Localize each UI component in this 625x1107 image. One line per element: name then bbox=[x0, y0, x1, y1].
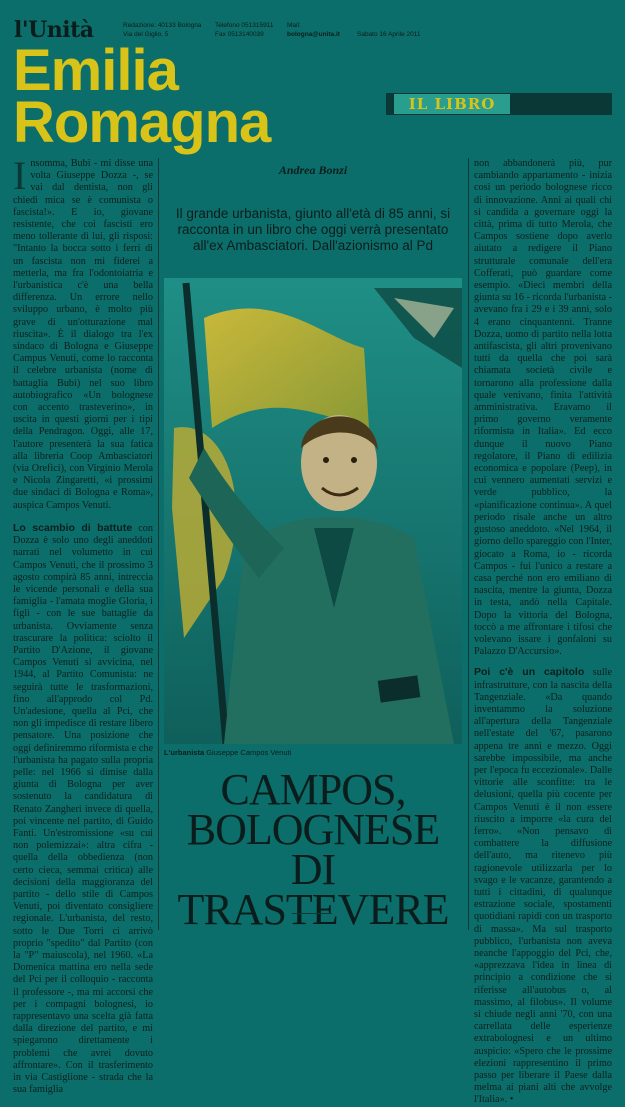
newspaper-logo: l'Unità bbox=[14, 17, 94, 43]
article-paragraph-4 bbox=[474, 666, 612, 1106]
region-title-line1: Emilia bbox=[13, 38, 178, 103]
masthead-mail-label: Mail: bbox=[287, 22, 301, 29]
end-mark: • bbox=[509, 1094, 514, 1106]
caption-text: Giuseppe Campos Venuti bbox=[206, 748, 292, 757]
run-in-heading-2: Poi c'è un capitolo bbox=[474, 666, 585, 679]
article-paragraph-4-text: sulle infrastrutture, con la nascita della Tangenziale. «Da quando inventammo la soluzione all'apertura della Tangenziale nell'estate del '67, pasarono appena tre anni e mezzo. Oggi sarebbe impossibile, ma anche per l'epoca fu eccezionale». Dalle vittorie alle sconfitte: tra le delusioni, quella più cocente per Campos Venuti è il non essere riuscito a imporre «la cura del ferro». «Non pensavo di combattere la diffusione dell'auto, ma ritenevo più ragionevole utilizzarla per lo svago e le vacanze, garantendo a tutti i cittadini, di qualunque estrazione sociale, spostamenti quotidiani rapidi con un trasporto di massa». Ma sul trasporto pubblico, l'urbanista non aveva neanche l'appoggio del Pci, che, «apprezzava l'idea in linea di principio a condizione che si riferisse all'autobus o, al massimo, al filobus». Il volume si chiude negli anni '70, con una carrellata delle esperienze extrabolognesi e un ultimo auspicio: «Spero che le prossime elezioni rappresentino il primo passo per liberare il Paese dalla melma ai piani alti che avvolge l'Italia». bbox=[474, 667, 613, 1106]
masthead-date: Sabato 16 Aprile 2011 bbox=[357, 31, 421, 38]
end-rule bbox=[292, 913, 332, 914]
portrait-with-flag-illustration-icon bbox=[164, 278, 462, 744]
masthead-redazione: Redazione: 40133 Bologna bbox=[123, 22, 202, 29]
article-paragraph-2 bbox=[13, 522, 153, 1097]
article-paragraph-3: non abbandonerà più, pur cambiando appartamento - inizia così un periodo bolognese ricco di innovazione. Anni ai quali chi si candida a governare oggi la città, prima di tutto Merola, che Campos sostiene dopo averlo aiutato a redigere il Piano strutturale comunale dell'era Cofferati, può guardare come esempio. «Dieci membri della giunta su 16 - ricorda l'urbanista - avevano fra i 29 e i 39 anni, solo 4 erano cinquantenni. Tranne Dozza, uomo di partito nella lotta antifascista, gli altri provenivano tutti da quella che poi sarà chiamata società civile e tornarono alla professione dalla quale venivano, finita l'attività amministrativa. Eravamo il primo governo veramente riformista in Italia». Ed ecco dunque il nuovo Piano regolatore, il Piano di edilizia economica e popolare (Peep), in cui vennero aumentati servizi e verde pubblico, la «pianificazione continua». A quel periodo risale anche un altro gustoso aneddoto. «Nel 1964, il giorno dello spareggio con l'Inter, giocato a Roma, io - ricorda Campos - fui l'unico a restare a casa perché non ero emiliano di nascita, mentre la giunta, Dozza in testa, andò nella Capitale. Dopo la vittoria del Bologna, toccò a me affrontare i tifosi che volevano issare i gonfaloni su Palazzo D'Accursio». bbox=[474, 158, 612, 658]
article-photo bbox=[164, 278, 462, 744]
headline-line3: DI TRASTEVERE bbox=[177, 845, 449, 934]
author-byline: Andrea Bonzi bbox=[278, 163, 348, 177]
caption-label: L'urbanista bbox=[164, 748, 205, 757]
run-in-heading-1: Lo scambio di battute bbox=[13, 521, 133, 534]
article-column-left bbox=[13, 153, 153, 1096]
masthead-mail bbox=[287, 21, 340, 39]
drop-cap: I bbox=[13, 153, 27, 198]
region-title bbox=[13, 38, 271, 155]
masthead-via: Via del Giglio, 5 bbox=[123, 31, 169, 38]
masthead-mail-address: bologna@unita.it bbox=[287, 31, 340, 38]
article-subtitle: Il grande urbanista, giunto all'età di 85 anni, si racconta in un libro che oggi verrà presentato all'ex Ambasciatori. Dall'azionismo al Pd bbox=[175, 206, 451, 253]
masthead-fax: Fax 0513140039 bbox=[215, 31, 264, 38]
column-rule-right bbox=[468, 158, 469, 930]
article-headline bbox=[160, 765, 466, 934]
masthead-address bbox=[123, 21, 201, 39]
headline-line2: BOLOGNESE bbox=[186, 805, 440, 854]
article-paragraph-1: nsomma, Bubi - mi disse una volta Giuseppe Dozza -, se vai dal dentista, non gli chiedi mica se è comunista o fascista!». E io, giovane resistente, che coi fascisti ero meno tollerante di lui, gli risposi: "Intanto la bocca sotto i ferri di un fascista non mi fiderei a metterla, ma fra l'odontoiatria e l'urbanistica c'è una bella differenza. Un errore nello sviluppo urbano, è molto più grave di un'otturazione mal riuscita». È il dialogo tra l'ex sindaco di Bologna e Giuseppe Campus Venuti, come lo racconta il celebre urbanista (nome di battaglia Bubi) nel suo libro autobiografico «Un bolognese con accento trasteverino», in uscita in questi giorni per i tipi della Pendragon. Oggi, alle 17, l'autore presenterà la sua fatica alla libreria Coop Ambasciatori (via Orefici), con Virginio Merola e Nicola Zingaretti, «i prossimi due sindaci di Bologna e Roma», auspica Campos Venuti. bbox=[13, 158, 153, 511]
region-title-line2: Romagna bbox=[13, 90, 271, 155]
article-column-right bbox=[474, 158, 612, 1107]
article-paragraph-2-text: con Dozza è solo uno degli aneddoti narrati nel volumetto in cui Campos Venuti, che il prossimo 3 agosto compirà 85 anni, intreccia le vicende personali e della sua famiglia - l'amata moglie Gloria, i figli - con le sue battaglie da urbanista. Ovviamente senza trascurare la politica: sciolto il Partito D'Azione, il giovane Campos Venuti si avvicina, nel 1944, al Partito Comunista: ne seguirà tutte le trasformazioni, fino all'approdo col Pd. Un'adesione, quella al Pci, che non gli impedisce di restare libero pensatore. Una posizione che oggi definiremmo riformista e che l'urbanista ha pagato sulla propria pelle: nel 1966 si dimise dalla giunta di Bologna per aver sostenuto la candidatura di Renato Zangheri invece di quella, poi vincente nel partito, di Guido Fanti. Un'estromissione «su cui non polemizzai»: altra cifra - quella della obbedienza (non certo cieca, semmai critica) alle decisioni della maggioranza del partito - dello stile di Campos Venuti, poi diventato consigliere regionale. L'urbanista, del resto, sotto le Due Torri ci arrivò proprio "spedito" dal Partito (con la "P" maiuscola), nel 1960. «La Domenica mattina ero nella sede del Pci per il colloquio - racconta il professore -, ma mi accorsi che per i compagni bolognesi, io rappresentavo una scelta già fatta dalla direzione del partito, e mi spiegarono direttamente i problemi che avrei dovuto affrontare». Con il trasferimento in via Castiglione - strada che la sua famiglia bbox=[13, 522, 153, 1096]
column-rule-left bbox=[158, 158, 159, 930]
masthead-telefono: Telefono 051315911 bbox=[215, 22, 274, 29]
headline-line1: CAMPOS, bbox=[220, 765, 406, 814]
photo-caption bbox=[164, 748, 462, 757]
masthead-phone bbox=[215, 21, 273, 39]
section-label: IL LIBRO bbox=[394, 94, 510, 114]
